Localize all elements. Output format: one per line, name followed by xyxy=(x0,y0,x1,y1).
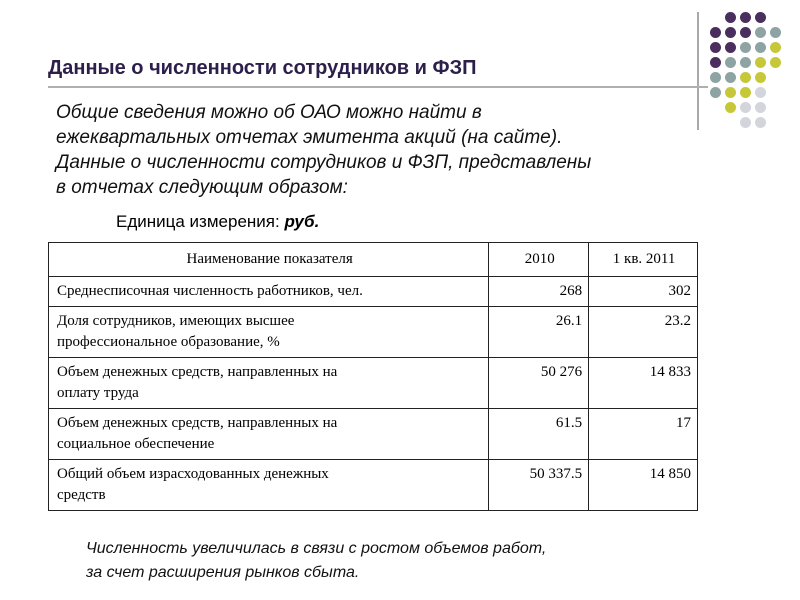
row-name-line: средств xyxy=(57,487,106,503)
decorative-dot xyxy=(725,27,736,38)
row-name-line: Общий объем израсходованных денежных xyxy=(57,466,329,482)
decorative-dot xyxy=(710,57,721,68)
row-value-2010: 268 xyxy=(489,277,589,307)
table-row xyxy=(49,409,698,460)
decorative-dot xyxy=(770,57,781,68)
row-indicator-name xyxy=(49,307,489,358)
row-value-q1-2011: 17 xyxy=(589,409,698,460)
unit-value: руб. xyxy=(284,212,320,231)
decorative-dot xyxy=(740,72,751,83)
row-name-line: Объем денежных средств, направленных на xyxy=(57,364,338,380)
staff-data-table xyxy=(48,242,698,511)
decorative-dot xyxy=(725,72,736,83)
row-indicator-name xyxy=(49,358,489,409)
decorative-dot xyxy=(725,12,736,23)
table-row xyxy=(49,307,698,358)
row-value-2010: 50 337.5 xyxy=(489,460,589,511)
table-row xyxy=(49,358,698,409)
decorative-dot xyxy=(755,27,766,38)
decorative-dot xyxy=(710,87,721,98)
decorative-dot-grid xyxy=(710,12,790,132)
decorative-dot xyxy=(740,117,751,128)
decorative-dot xyxy=(755,72,766,83)
intro-line: в отчетах следующим образом: xyxy=(56,177,348,198)
decorative-dot xyxy=(725,57,736,68)
row-value-2010: 26.1 xyxy=(489,307,589,358)
row-indicator-name xyxy=(49,409,489,460)
column-header-2010: 2010 xyxy=(489,243,589,277)
decorative-dot xyxy=(725,102,736,113)
row-value-q1-2011: 14 833 xyxy=(589,358,698,409)
decorative-dot xyxy=(710,42,721,53)
decorative-dot xyxy=(740,27,751,38)
page-title: Данные о численности сотрудников и ФЗП xyxy=(48,57,477,79)
row-name-line: Доля сотрудников, имеющих высшее xyxy=(57,313,295,329)
decorative-dot xyxy=(770,42,781,53)
row-name-line: оплату труда xyxy=(57,385,139,401)
decorative-dot xyxy=(755,57,766,68)
row-indicator-name xyxy=(49,460,489,511)
decorative-dot xyxy=(740,87,751,98)
decorative-vertical-line xyxy=(697,12,699,130)
decorative-dot xyxy=(770,27,781,38)
table-header-row xyxy=(49,243,698,277)
row-name-line: Среднесписочная численность работников, чел. xyxy=(57,283,363,299)
column-header-indicator: Наименование показателя xyxy=(49,243,489,277)
unit-label: Единица измерения: xyxy=(116,212,285,231)
row-value-q1-2011: 14 850 xyxy=(589,460,698,511)
title-underline xyxy=(48,86,708,88)
decorative-dot xyxy=(755,87,766,98)
decorative-dot xyxy=(740,12,751,23)
decorative-dot xyxy=(755,117,766,128)
row-value-2010: 50 276 xyxy=(489,358,589,409)
decorative-dot xyxy=(740,42,751,53)
row-name-line: социальное обеспечение xyxy=(57,436,215,452)
decorative-dot xyxy=(755,42,766,53)
decorative-dot xyxy=(710,72,721,83)
decorative-dot xyxy=(755,12,766,23)
row-value-q1-2011: 302 xyxy=(589,277,698,307)
row-value-2010: 61.5 xyxy=(489,409,589,460)
intro-line: Данные о численности сотрудников и ФЗП, представлены xyxy=(56,152,592,173)
conclusion-text xyxy=(86,537,706,585)
decorative-dot xyxy=(710,27,721,38)
column-header-q1-2011: 1 кв. 2011 xyxy=(589,243,698,277)
decorative-dot xyxy=(755,102,766,113)
intro-text xyxy=(56,100,686,200)
intro-line: Общие сведения можно об ОАО можно найти в xyxy=(56,102,482,123)
row-value-q1-2011: 23.2 xyxy=(589,307,698,358)
decorative-dot xyxy=(740,57,751,68)
row-name-line: Объем денежных средств, направленных на xyxy=(57,415,338,431)
table-row xyxy=(49,277,698,307)
conclusion-line: за счет расширения рынков сбыта. xyxy=(86,564,360,581)
decorative-dot xyxy=(740,102,751,113)
table-row xyxy=(49,460,698,511)
intro-line: ежеквартальных отчетах эмитента акций (на сайте). xyxy=(56,127,563,148)
unit-of-measure xyxy=(116,212,319,232)
conclusion-line: Численность увеличилась в связи с ростом объемов работ, xyxy=(86,540,547,557)
row-name-line: профессиональное образование, % xyxy=(57,334,280,350)
row-indicator-name xyxy=(49,277,489,307)
decorative-dot xyxy=(725,42,736,53)
decorative-dot xyxy=(725,87,736,98)
